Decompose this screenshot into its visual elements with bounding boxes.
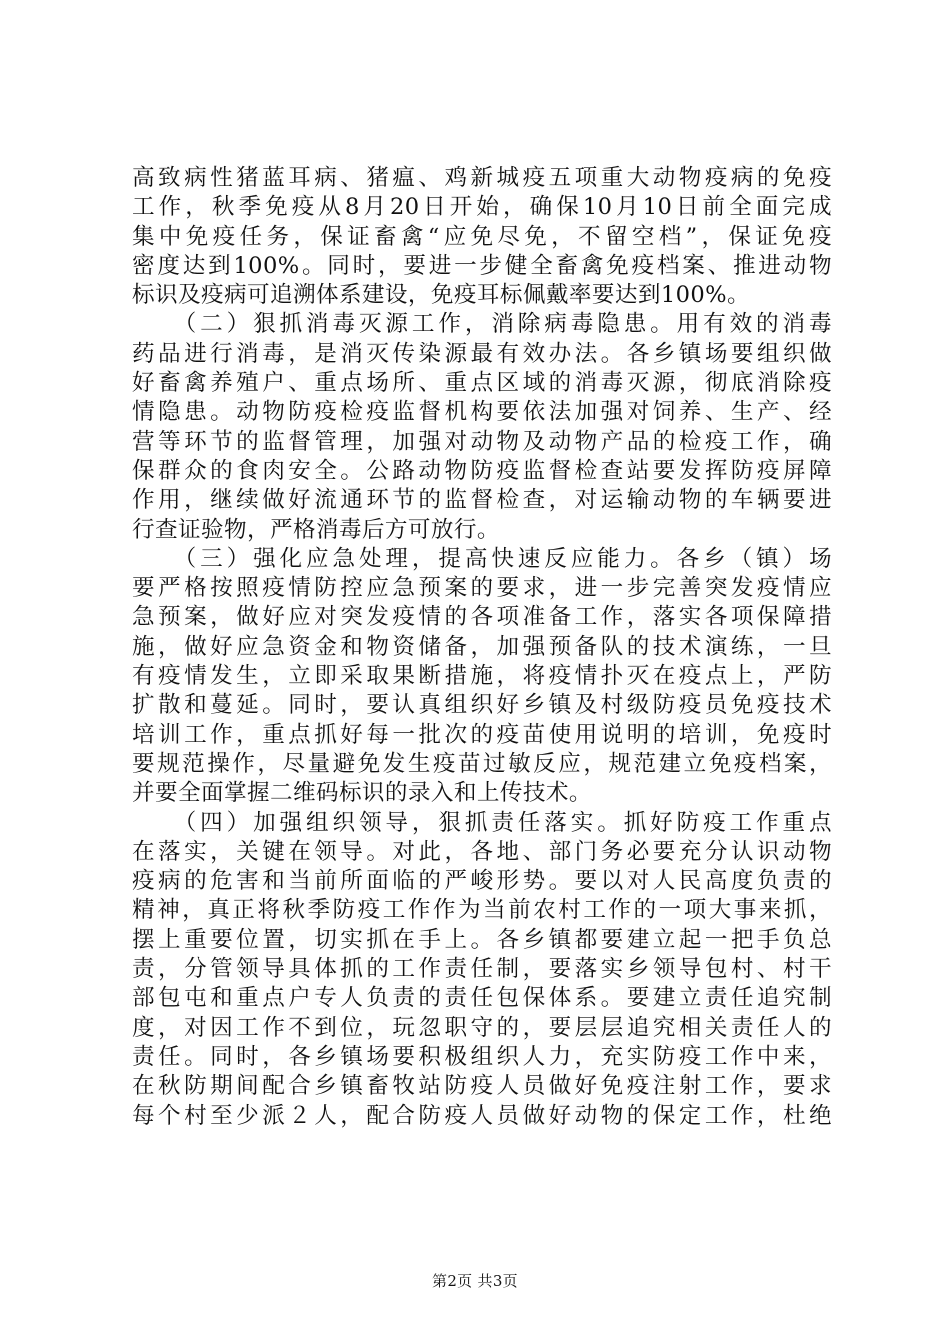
text-line: （二）狠抓消毒灭源工作，消除病毒隐患。用有效的消毒 [132,311,832,338]
text-line: 部包屯和重点户专人负责的责任包保体系。要建立责任追究制 [132,985,832,1012]
text-line: 责任。同时，各乡镇场要积极组织人力，充实防疫工作中来， [132,1043,832,1070]
text-line: 好畜禽养殖户、重点场所、重点区域的消毒灭源，彻底消除疫 [132,370,832,397]
text-line: 施，做好应急资金和物资储备，加强预备队的技术演练，一旦 [132,633,832,660]
text-line: 工作，秋季免疫从8月20日开始，确保10月10日前全面完成 [132,194,832,221]
text-line: 标识及疫病可追溯体系建设，免疫耳标佩戴率要达到100%。 [132,282,751,309]
text-line: 有疫情发生，立即采取果断措施，将疫情扑灭在疫点上，严防 [132,663,832,690]
text-line: 要规范操作，尽量避免发生疫苗过敏反应，规范建立免疫档案， [132,750,832,777]
text-line: 情隐患。动物防疫检疫监督机构要依法加强对饲养、生产、经 [132,399,832,426]
text-line: 培训工作，重点抓好每一批次的疫苗使用说明的培训，免疫时 [132,721,832,748]
text-line: 密度达到100%。同时，要进一步健全畜禽免疫档案、推进动物 [132,252,832,279]
text-line: 摆上重要位置，切实抓在手上。各乡镇都要建立起一把手负总 [132,926,832,953]
text-line: 责，分管领导具体抓的工作责任制，要落实乡领导包村、村干 [132,956,832,983]
text-line: 营等环节的监督管理，加强对动物及动物产品的检疫工作，确 [132,428,832,455]
text-line: 每个村至少派２人，配合防疫人员做好动物的保定工作，杜绝 [132,1102,832,1129]
text-line: 要严格按照疫情防控应急预案的要求，进一步完善突发疫情应 [132,575,832,602]
text-line: （四）加强组织领导，狠抓责任落实。抓好防疫工作重点 [132,809,832,836]
text-line: 在秋防期间配合乡镇畜牧站防疫人员做好免疫注射工作，要求 [132,1073,832,1100]
text-line: 精神，真正将秋季防疫工作作为当前农村工作的一项大事来抓， [132,897,832,924]
text-line: 急预案，做好应对突发疫情的各项准备工作，落实各项保障措 [132,604,832,631]
text-line: 度，对因工作不到位，玩忽职守的，要层层追究相关责任人的 [132,1014,832,1041]
text-line: 行查证验物，严格消毒后方可放行。 [132,516,500,543]
text-line: 在落实，关键在领导。对此，各地、部门务必要充分认识动物 [132,838,832,865]
text-line: 保群众的食肉安全。公路动物防疫监督检查站要发挥防疫屏障 [132,457,832,484]
text-line: 集中免疫任务，保证畜禽“应免尽免，不留空档”，保证免疫 [132,223,832,250]
text-line: 扩散和蔓延。同时，要认真组织好乡镇及村级防疫员免疫技术 [132,692,832,719]
text-line: 高致病性猪蓝耳病、猪瘟、鸡新城疫五项重大动物疫病的免疫 [132,165,832,191]
text-line: 疫病的危害和当前所面临的严峻形势。要以对人民高度负责的 [132,868,832,895]
text-line: （三）强化应急处理，提高快速反应能力。各乡（镇）场 [132,545,832,572]
text-line: 并要全面掌握二维码标识的录入和上传技术。 [132,780,592,807]
text-line: 作用，继续做好流通环节的监督检查，对运输动物的车辆要进 [132,487,832,514]
text-line: 药品进行消毒，是消灭传染源最有效办法。各乡镇场要组织做 [132,340,832,367]
page-number-footer: 第2页 共3页 [432,1272,518,1290]
document-body [132,164,832,1131]
